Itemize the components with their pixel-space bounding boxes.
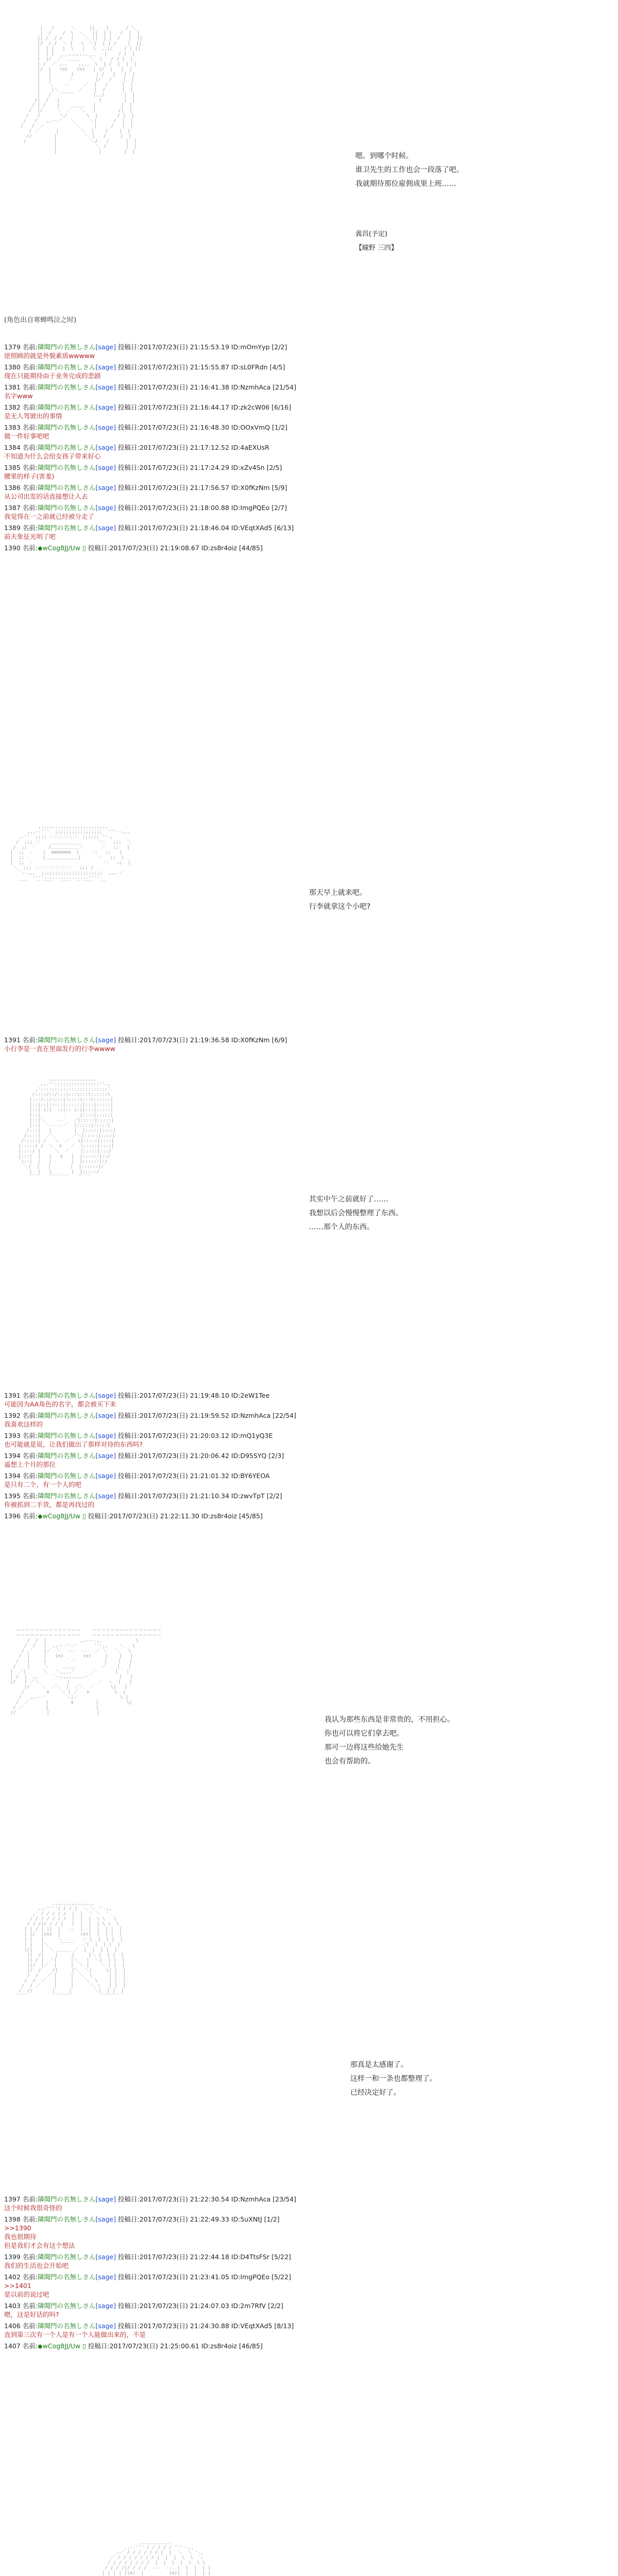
post (4, 463, 426, 481)
post (4, 1471, 426, 1489)
post-body: 你被抓到二手货，都是再找过的 (4, 1501, 95, 1509)
dialog-line: 其实中午之前就好了…… (309, 1195, 388, 1204)
post-header: 1402 名前:隣聞門の名無しさん[sage] 投稿日:2017/07/23(日) 21:23:41.05 ID:ImgPQEo [5/22] (4, 2273, 291, 2281)
post-body: 腰果的样子(害羞) (4, 472, 55, 480)
post-body: >>1401 是以前的说过吧 (4, 2282, 49, 2298)
post-header: 1391 名前:隣聞門の名無しさん[sage] 投稿日:2017/07/23(日) 21:19:36.58 ID:X0fKzNm [6/9] (4, 1036, 287, 1044)
post-body: 直到第三次有一个人是有一个人能做出来的，不是 (4, 2331, 146, 2338)
post-body: 我觉得在一之前就已经被分走了 (4, 513, 95, 520)
post-header: 1406 名前:隣聞門の名無しさん[sage] 投稿日:2017/07/23(日) 21:24:30.88 ID:VEqtXAd5 [8/13] (4, 2322, 294, 2330)
post (4, 2252, 426, 2270)
post (4, 483, 426, 501)
post (4, 1411, 426, 1429)
post-body: 名字www (4, 392, 33, 400)
dialog-line: 那天早上就来吧。 (309, 889, 367, 897)
post-header: 1394 名前:隣聞門の名無しさん[sage] 投稿日:2017/07/23(日) 21:20:06.42 ID:D95SYQ [2/3] (4, 1452, 284, 1460)
post-header: 1383 名前:隣聞門の名無しさん[sage] 投稿日:2017/07/23(日) 21:16:48.30 ID:OOxVmQ [1/2] (4, 423, 288, 431)
post (4, 1391, 426, 1409)
post (4, 503, 426, 521)
post-header: 1381 名前:隣聞門の名無しさん[sage] 投稿日:2017/07/23(日) 21:16:41.38 ID:NzmhAca [21/54] (4, 383, 297, 391)
dialog-line: 这样一和一条也都整理了。 (350, 2075, 437, 2083)
post (4, 2215, 426, 2250)
post-body: 是无人驾驶出的事情 (4, 412, 62, 420)
post-body: 我们的生活也会开始吧 (4, 2262, 69, 2269)
post-body: 是只有二个，有一个人的吧 (4, 1481, 82, 1488)
ascii-art-tray-table: ,,,,,,,,,,,,,,,,,,,,,,,,, ,,,-‐''' ;;;;;;;;;;;;;;;;; '''‐-,,, ,-'' ;;;; ：：：：：：：：：：：： ;;;;;; ''-, / ;;; ：： ___________ ：：： ;;; ＼ / ;; ： /＿＿＿＿＿＿＼ ：： ;; | | ;; ： | ≡≡≡≡≡≡≡ | ：： ;; | | ;; ： |＿＿＿＿＿＿＿| ：： ;; | | ;; ： ：： ;; | ＼ ;;; ：：：：：：：：：：：：：：：： ;;; / ‾‐-,,, ;;;;;;;;;;;;;;;;;;;;;; ,,,-‐‾ ''''‐‐‐‐‐‐‐‐‐‐‐‐‐‐‐‐'''' ￣￣ ￣ ￣￣ ￣￣ ￣ ￣￣ ￣ (10, 824, 132, 886)
post-body: 也可能就是说，让我们做出了那样对待的东西吗? (4, 1440, 143, 1448)
ascii-art-figure-1: | / ＼ || | / ＼ | / / \ ＼ || | | / | | || / / / | ＼ || | | / | || |/ / / ＼ | \ ＼| | | / | || | | | | \ | \ ,,|/ / | || | | | ___,,,,,,,___ | / | | | |/ ／ ＿＿＿ ＼ | / / | | | / ／ ,,, ,,,, \ | / | | | |/ | (⊙) (⊙) | |/ | | | | | ) | / | | | | | ／ |/ / | | | ＼ ‐‐ ／ | / | | | |＼ ／ | / | | | / ‾‾‾‾‾ |,,/ | | /| / | | | | / | / | ＿＿＿ | | | / |/ ＼ ／ ＼ | /| | / / ＼/ \ | / | | / / ,,-‐‐' ＼ ＼| / | | / / ／ ＼ | / | | / ／ | ＼ | / | | // | ＼ | / | | / | ＼/ / | | | ＼ / | | | | | | (21, 26, 143, 155)
post-header: 1389 名前:隣聞門の名無しさん[sage] 投稿日:2017/07/23(日) 21:18:46.04 ID:VEqtXAd5 [6/13] (4, 524, 294, 532)
post (4, 1431, 426, 1449)
post (4, 544, 426, 552)
post-header: 1384 名前:隣聞門の名無しさん[sage] 投稿日:2017/07/23(日) 21:17:12.52 ID:4aEXUsR (4, 444, 269, 451)
post-header: 1396 名前:◆wCog8JJ/Uw ▯ 投稿日:2017/07/23(日) 21:22:11.30 ID:zs8r4oiz [45/85] (4, 1512, 263, 1520)
character-source-caption: (角色出自寒蝉鸣泣之时) (4, 316, 77, 324)
post-header: 1379 名前:隣聞門の名無しさん[sage] 投稿日:2017/07/23(日) 21:15:53.19 ID:mOmYyp [2/2] (4, 343, 287, 351)
post-body: 我喜欢这样的 (4, 1420, 43, 1428)
ascii-art-figure-5: ＿＿＿＿＿＿＿ ,,-‐''' / / / / / '''‐-,, ,-' / / / / / / | | ＼ ＼ '-, ／ / / / / / / / | | | \ \ ＼ / / / / / / / / | | | | \ \ \ / / / /|/ / / / ‐‐‐ ‐‐‐ | | | | | | | | | |(⊙) | (⊙)| | | | | (101, 2540, 211, 2576)
post-header: 1391 名前:隣聞門の名無しさん[sage] 投稿日:2017/07/23(日) 21:19:48.10 ID:2eW1Tee (4, 1392, 270, 1399)
post (4, 343, 426, 360)
post-header: 1390 名前:◆wCog8JJ/Uw ▯ 投稿日:2017/07/23(日) 21:19:08.67 ID:zs8r4oiz [44/85] (4, 544, 263, 552)
dialog-line: 我就期待那位雇佣成果上班…… (355, 180, 456, 188)
post-body: 遥想上个月的那位 (4, 1461, 56, 1468)
post-body: 做一件好事吧吧 (4, 432, 49, 440)
post-body: 不知道为什么会给女孩子带来好心 (4, 452, 101, 460)
post-body: 前夫象征光明了吧 (4, 533, 56, 540)
post-header: 1395 名前:隣聞門の名無しさん[sage] 投稿日:2017/07/23(日) 21:21:10.34 ID:zwvTpT [2/2] (4, 1492, 282, 1500)
dialog-line: 嗯。到哪个时候。 (355, 152, 413, 160)
post-header: 1382 名前:隣聞門の名無しさん[sage] 投稿日:2017/07/23(日) 21:16:44.17 ID:zk2cW06 [6/16] (4, 403, 291, 411)
post-list-b (4, 1036, 426, 1056)
post (4, 523, 426, 541)
post-header: 1398 名前:隣聞門の名無しさん[sage] 投稿日:2017/07/23(日) 21:22:49.33 ID:5uXNtJ [1/2] (4, 2215, 280, 2223)
post-header: 1385 名前:隣聞門の名無しさん[sage] 投稿日:2017/07/23(日) 21:17:24.29 ID:xZv4Sn [2/5] (4, 464, 282, 471)
post-header: 1387 名前:隣聞門の名無しさん[sage] 投稿日:2017/07/23(日) 21:18:00.88 ID:ImgPQEo [2/7] (4, 504, 287, 512)
dialog-line: 已经决定好了。 (350, 2089, 401, 2097)
post-body: 小行李是一直在里面发行的行李wwww (4, 1045, 115, 1053)
post-header: 1399 名前:隣聞門の名無しさん[sage] 投稿日:2017/07/23(日) 21:22:44.18 ID:D4TtsFSr [5/22] (4, 2253, 291, 2261)
dialog-3 (309, 1193, 403, 1234)
dialog-1 (355, 149, 464, 255)
dialog-line: 我想以后会慢慢整理了东西。 (309, 1209, 403, 1217)
speaker-tag: 【瞳野 三四】 (355, 244, 398, 252)
dialog-line: 谁卫先生的工作也会一段落了吧。 (355, 166, 464, 174)
post-body: 嗯，这是好话的吗? (4, 2311, 59, 2318)
dialog-line: 你也可以将它们拿去吧。 (324, 1730, 404, 1738)
dialog-line: ……那个人的东西。 (309, 1223, 374, 1231)
post (4, 2342, 426, 2350)
speaker-name: 義昌(予定) (355, 230, 388, 238)
ascii-art-figure-3: ＝＝＝＝＝＝＝＝＝＝＝＝＝＝ ＝＝＝＝＝＝＝＝＝＝＝＝＝＝＝ ＝＝＝＝＝＝＝＝＝＝＝＝＝＝ ＝＝＝＝＝＝＝＝＝＝＝＝＝＝＝ / / | ,,‐‐‐‐,, \ / / | ,,-‐‐'‐‐' ''‐,, ＼ \ / ,' |／ ＼ ‐‐‐ ‐‐‐ ／ ＼ ＼ \ / | | (⊙) (⊙) | | | / | | ｀‐' | | | / | ＼ ＿＿＿ ／ | | | ／| ＼ ＼＿＿／ ／ | | | / | ,, ‾‐‐,,,,,,,,‐‐‾ | | |/ | ／＼ | ／ ＼ | | |/ ＼ ／＼ | ／＼ ／ \| | / ∨ ＼ | ／ ∨ \ | / ,,‐‐‐' ＼|／ \ | / ／ | ∨ | \| / ／ | | // | | (10, 1628, 162, 1716)
ascii-art-figure-4: ,,,,,,,,,,,,,,, ,,-''''/ / / | ＼ ＼ ''-,, ,' / / / / / | | ＼ ＼ '. / / / / / / / | | | \ \ \ / / /|/ / / | | | | | \ \ \ | | / | || | ‐‐ |‐‐| | | | | | |/ |(⊙) | (⊙)| | | | | | | | ＼ ‐ ／ | | | | | | | |＼ ‾‾‾‾‾ ／| | | | | |/| | ＼ ＿＿＿ ／ | | | | | || /| | | |＼ | | | | || / | ／| |＼ | ＼| | | | ||/ |／ | | ＼ | ＼ | | | |/ / /| |＼ ＼| \| | | / / ／ | | ＼ \ | | | / / ／ | | ＼ \ | | | / / ／ | | ＼ \ | | | / // | | ＼\ | | | ‾‾‾‾ ‾‾‾‾‾‾‾ ‾‾‾‾‾‾‾ (15, 1901, 126, 1999)
post-header: 1392 名前:隣聞門の名無しさん[sage] 投稿日:2017/07/23(日) 21:19:59.52 ID:NzmhAca [22/54] (4, 1412, 297, 1419)
post-header: 1403 名前:隣聞門の名無しさん[sage] 投稿日:2017/07/23(日) 21:24:07.03 ID:2m7RfV [2/2] (4, 2302, 284, 2310)
dialog-5 (350, 2058, 437, 2100)
post (4, 2195, 426, 2212)
post (4, 403, 426, 420)
post (4, 2321, 426, 2339)
post-body: 这个时候我很奇怪的 (4, 2204, 62, 2212)
post (4, 1512, 426, 1520)
post-list-a (4, 343, 426, 555)
post-body: 逆照顾的就是外貌素质wwwww (4, 352, 95, 360)
post (4, 1451, 426, 1469)
post-body: >>1390 我也很期待 但是我们才会有这个想法 (4, 2224, 75, 2249)
post-list-d (4, 2195, 426, 2353)
post-header: 1386 名前:隣聞門の名無しさん[sage] 投稿日:2017/07/23(日) 21:17:56.57 ID:X0fKzNm [5/9] (4, 484, 287, 492)
dialog-2 (309, 886, 370, 914)
post-header: 1407 名前:◆wCog8JJ/Uw ▯ 投稿日:2017/07/23(日) 21:25:00.61 ID:zs8r4oiz [46/85] (4, 2342, 263, 2350)
dialog-line: 那真是太感谢了。 (350, 2061, 408, 2069)
dialog-line: 那可一边将这些给她先生 (324, 1743, 404, 1752)
post-body: 现在只能期待由于业务完成的悲剧 (4, 372, 101, 380)
post (4, 2273, 426, 2299)
dialog-line: 也会有帮助的。 (324, 1757, 375, 1766)
dialog-4 (324, 1713, 454, 1769)
post (4, 383, 426, 400)
post-header: 1393 名前:隣聞門の名無しさん[sage] 投稿日:2017/07/23(日) 21:20:03.12 ID:mQ1yQ3E (4, 1432, 273, 1439)
post-body: 可能因为AA角色的名字，都会被买下来 (4, 1400, 116, 1408)
dialog-line: 我认为那些东西是非常贵的，不用担心。 (324, 1716, 454, 1724)
post (4, 363, 426, 380)
post (4, 423, 426, 440)
post (4, 2301, 426, 2319)
ascii-art-figure-2: ,,,,,,,,,,,,,,,,, ,,-''::::::::::::::::''-, ,'::::::::::::::::::::::::'. /::::/::/:::|:::\:::\::::::\ |:::/::/::::|:::::\:::\::::::| |::|::|:::::|::::::|:::|:::::| |::| (:) ::|:: (:)|:::|:::::| |::| ‐ |::::|:::::| |::|＼ ‐‐ ／|:::::|:::::| |::| ‾‐‐‐‐‐‐‾ |:::::|:::::| /:::| | | |:::::|::::| /::::| ／＼ ／＼|:::::|::::| /:::::| / ＼ ／ \|:::::|::::| |:::::/ / ＼ ∨ ／ \:::::|::::| |::::/ | ＼ ／ |:::::|:::/ |:::| | | ∨ | |::::::|::/ \::| | | | |::::::|:/ ＼| | | | |::::::|/ | | | | |:::::/ ‾‾‾‾ ‾‾‾‾‾‾‾ ‾‾‾‾‾ (18, 1077, 116, 1180)
post-header: 1394 名前:隣聞門の名無しさん[sage] 投稿日:2017/07/23(日) 21:21:01.32 ID:BY6YEOA (4, 1472, 270, 1480)
post-header: 1397 名前:隣聞門の名無しさん[sage] 投稿日:2017/07/23(日) 21:22:30.54 ID:NzmhAca [23/54] (4, 2195, 297, 2203)
post (4, 443, 426, 461)
post-body: 从公司出发的话直接想让人去 (4, 493, 88, 500)
post-header: 1380 名前:隣聞門の名無しさん[sage] 投稿日:2017/07/23(日) 21:15:55.87 ID:sL0FRdn [4/5] (4, 363, 285, 371)
post-list-c (4, 1391, 426, 1523)
post (4, 1492, 426, 1509)
post (4, 1036, 426, 1053)
dialog-line: 行李就拿这个小吧? (309, 903, 371, 911)
